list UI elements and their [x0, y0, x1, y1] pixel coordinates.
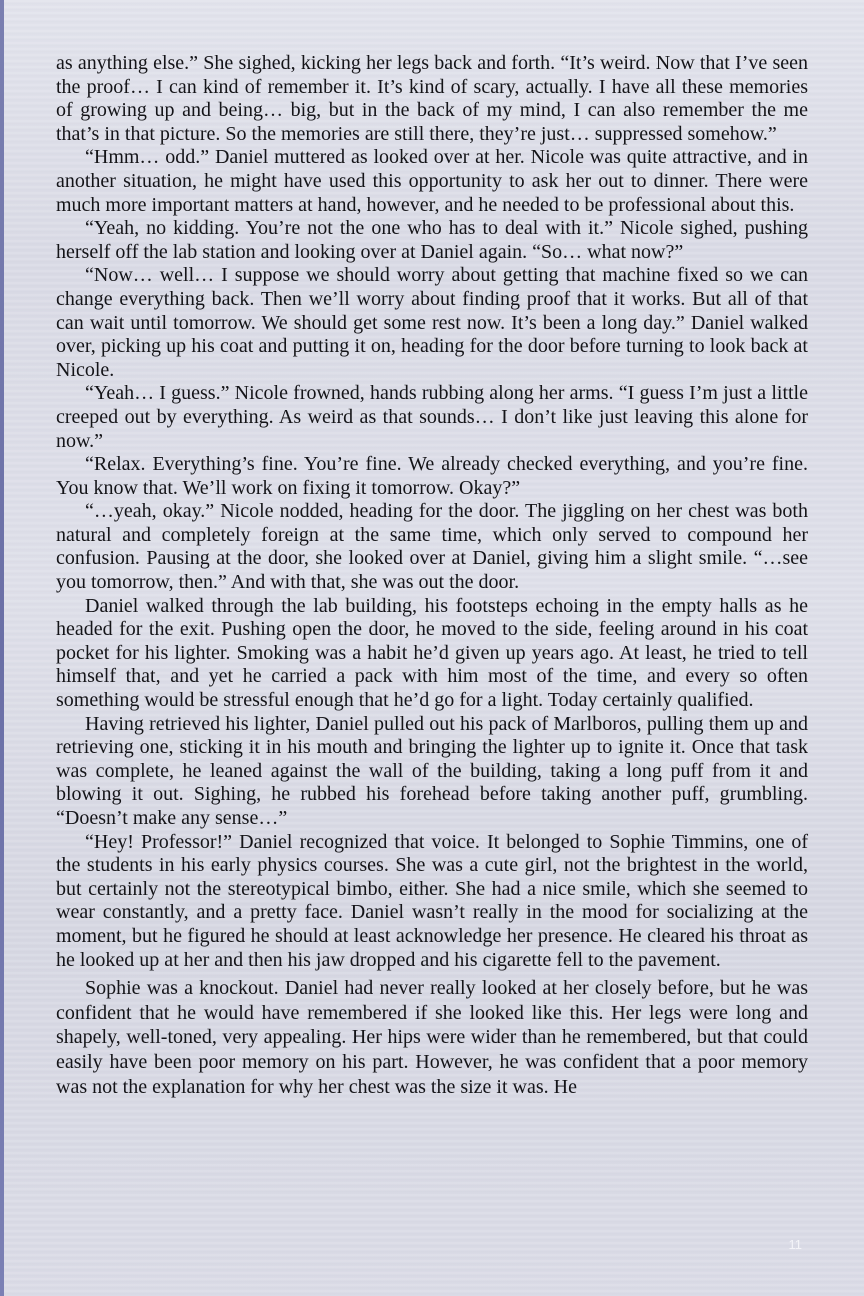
paragraph-5: “Yeah… I guess.” Nicole frowned, hands rubbing along her arms. “I guess I’m just a little creeped out by everything. As weird as that sounds… I don’t like just leaving this alone for now.” — [56, 382, 808, 452]
paragraph-9: Having retrieved his lighter, Daniel pulled out his pack of Marlboros, pulling them up and retrieving one, sticking it in his mouth and bringing the lighter up to ignite it. Once that task was complete, he leaned against the wall of the building, taking a long puff from it and blowing it out. Sighing, he rubbed his forehead before taking another puff, grumbling. “Doesn’t make any sense…” — [56, 712, 808, 829]
story-text — [56, 52, 808, 1099]
paragraph-10: “Hey! Professor!” Daniel recognized that voice. It belonged to Sophie Timmins, one of the students in his early physics courses. She was a cute girl, not the brightest in the world, but certainly not the stereotypical bimbo, either. She had a nice smile, which she seemed to wear constantly, and a pretty face. Daniel wasn’t really in the mood for socializing at the moment, but he figured he should at least acknowledge her presence. He cleared his throat as he looked up at her and then his jaw dropped and his cigarette fell to the pavement. — [56, 830, 808, 971]
paragraph-11: Sophie was a knockout. Daniel had never really looked at her closely before, but he was confident that he would have remembered if she looked like this. Her legs were long and shapely, well-toned, very appealing. Her hips were wider than he remembered, but that could easily have been poor memory on his part. However, he was confident that a poor memory was not the explanation for why her chest was the size it was. He — [56, 977, 808, 1098]
paragraph-1: as anything else.” She sighed, kicking her legs back and forth. “It’s weird. Now that I’ve seen the proof… I can kind of remember it. It’s kind of scary, actually. I have all these memories of growing up and being… big, but in the back of my mind, I can also remember the me that’s in that picture. So the memories are still there, they’re just… suppressed somehow.” — [56, 52, 808, 145]
paragraph-6: “Relax. Everything’s fine. You’re fine. We already checked everything, and you’re fine. You know that. We’ll work on fixing it tomorrow. Okay?” — [56, 453, 808, 499]
page-number: 11 — [788, 1237, 802, 1252]
paragraph-7: “…yeah, okay.” Nicole nodded, heading for the door. The jiggling on her chest was both natural and completely foreign at the same time, which only served to compound her confusion. Pausing at the door, she looked over at Daniel, giving him a slight smile. “…see you tomorrow, then.” And with that, she was out the door. — [56, 500, 808, 594]
paragraph-4: “Now… well… I suppose we should worry about getting that machine fixed so we can change everything back. Then we’ll worry about finding proof that it works. But all of that can wait until tomorrow. We should get some rest now. It’s been a long day.” Daniel walked over, picking up his coat and putting it on, heading for the door before turning to look back at Nicole. — [56, 264, 808, 381]
page-left-edge — [0, 0, 4, 1296]
paragraph-8: Daniel walked through the lab building, his footsteps echoing in the empty halls as he headed for the exit. Pushing open the door, he moved to the side, feeling around in his coat pocket for his lighter. Smoking was a habit he’d given up years ago. At least, he tried to tell himself that, and yet he carried a pack with him most of the time, and every so often something would be stressful enough that he’d go for a light. Today certainly qualified. — [56, 594, 808, 712]
paragraph-3: “Yeah, no kidding. You’re not the one who has to deal with it.” Nicole sighed, pushing herself off the lab station and looking over at Daniel again. “So… what now?” — [56, 217, 808, 263]
paragraph-2: “Hmm… odd.” Daniel muttered as looked over at her. Nicole was quite attractive, and in another situation, he might have used this opportunity to ask her out to dinner. There were much more important matters at hand, however, and he needed to be professional about this. — [56, 146, 808, 216]
